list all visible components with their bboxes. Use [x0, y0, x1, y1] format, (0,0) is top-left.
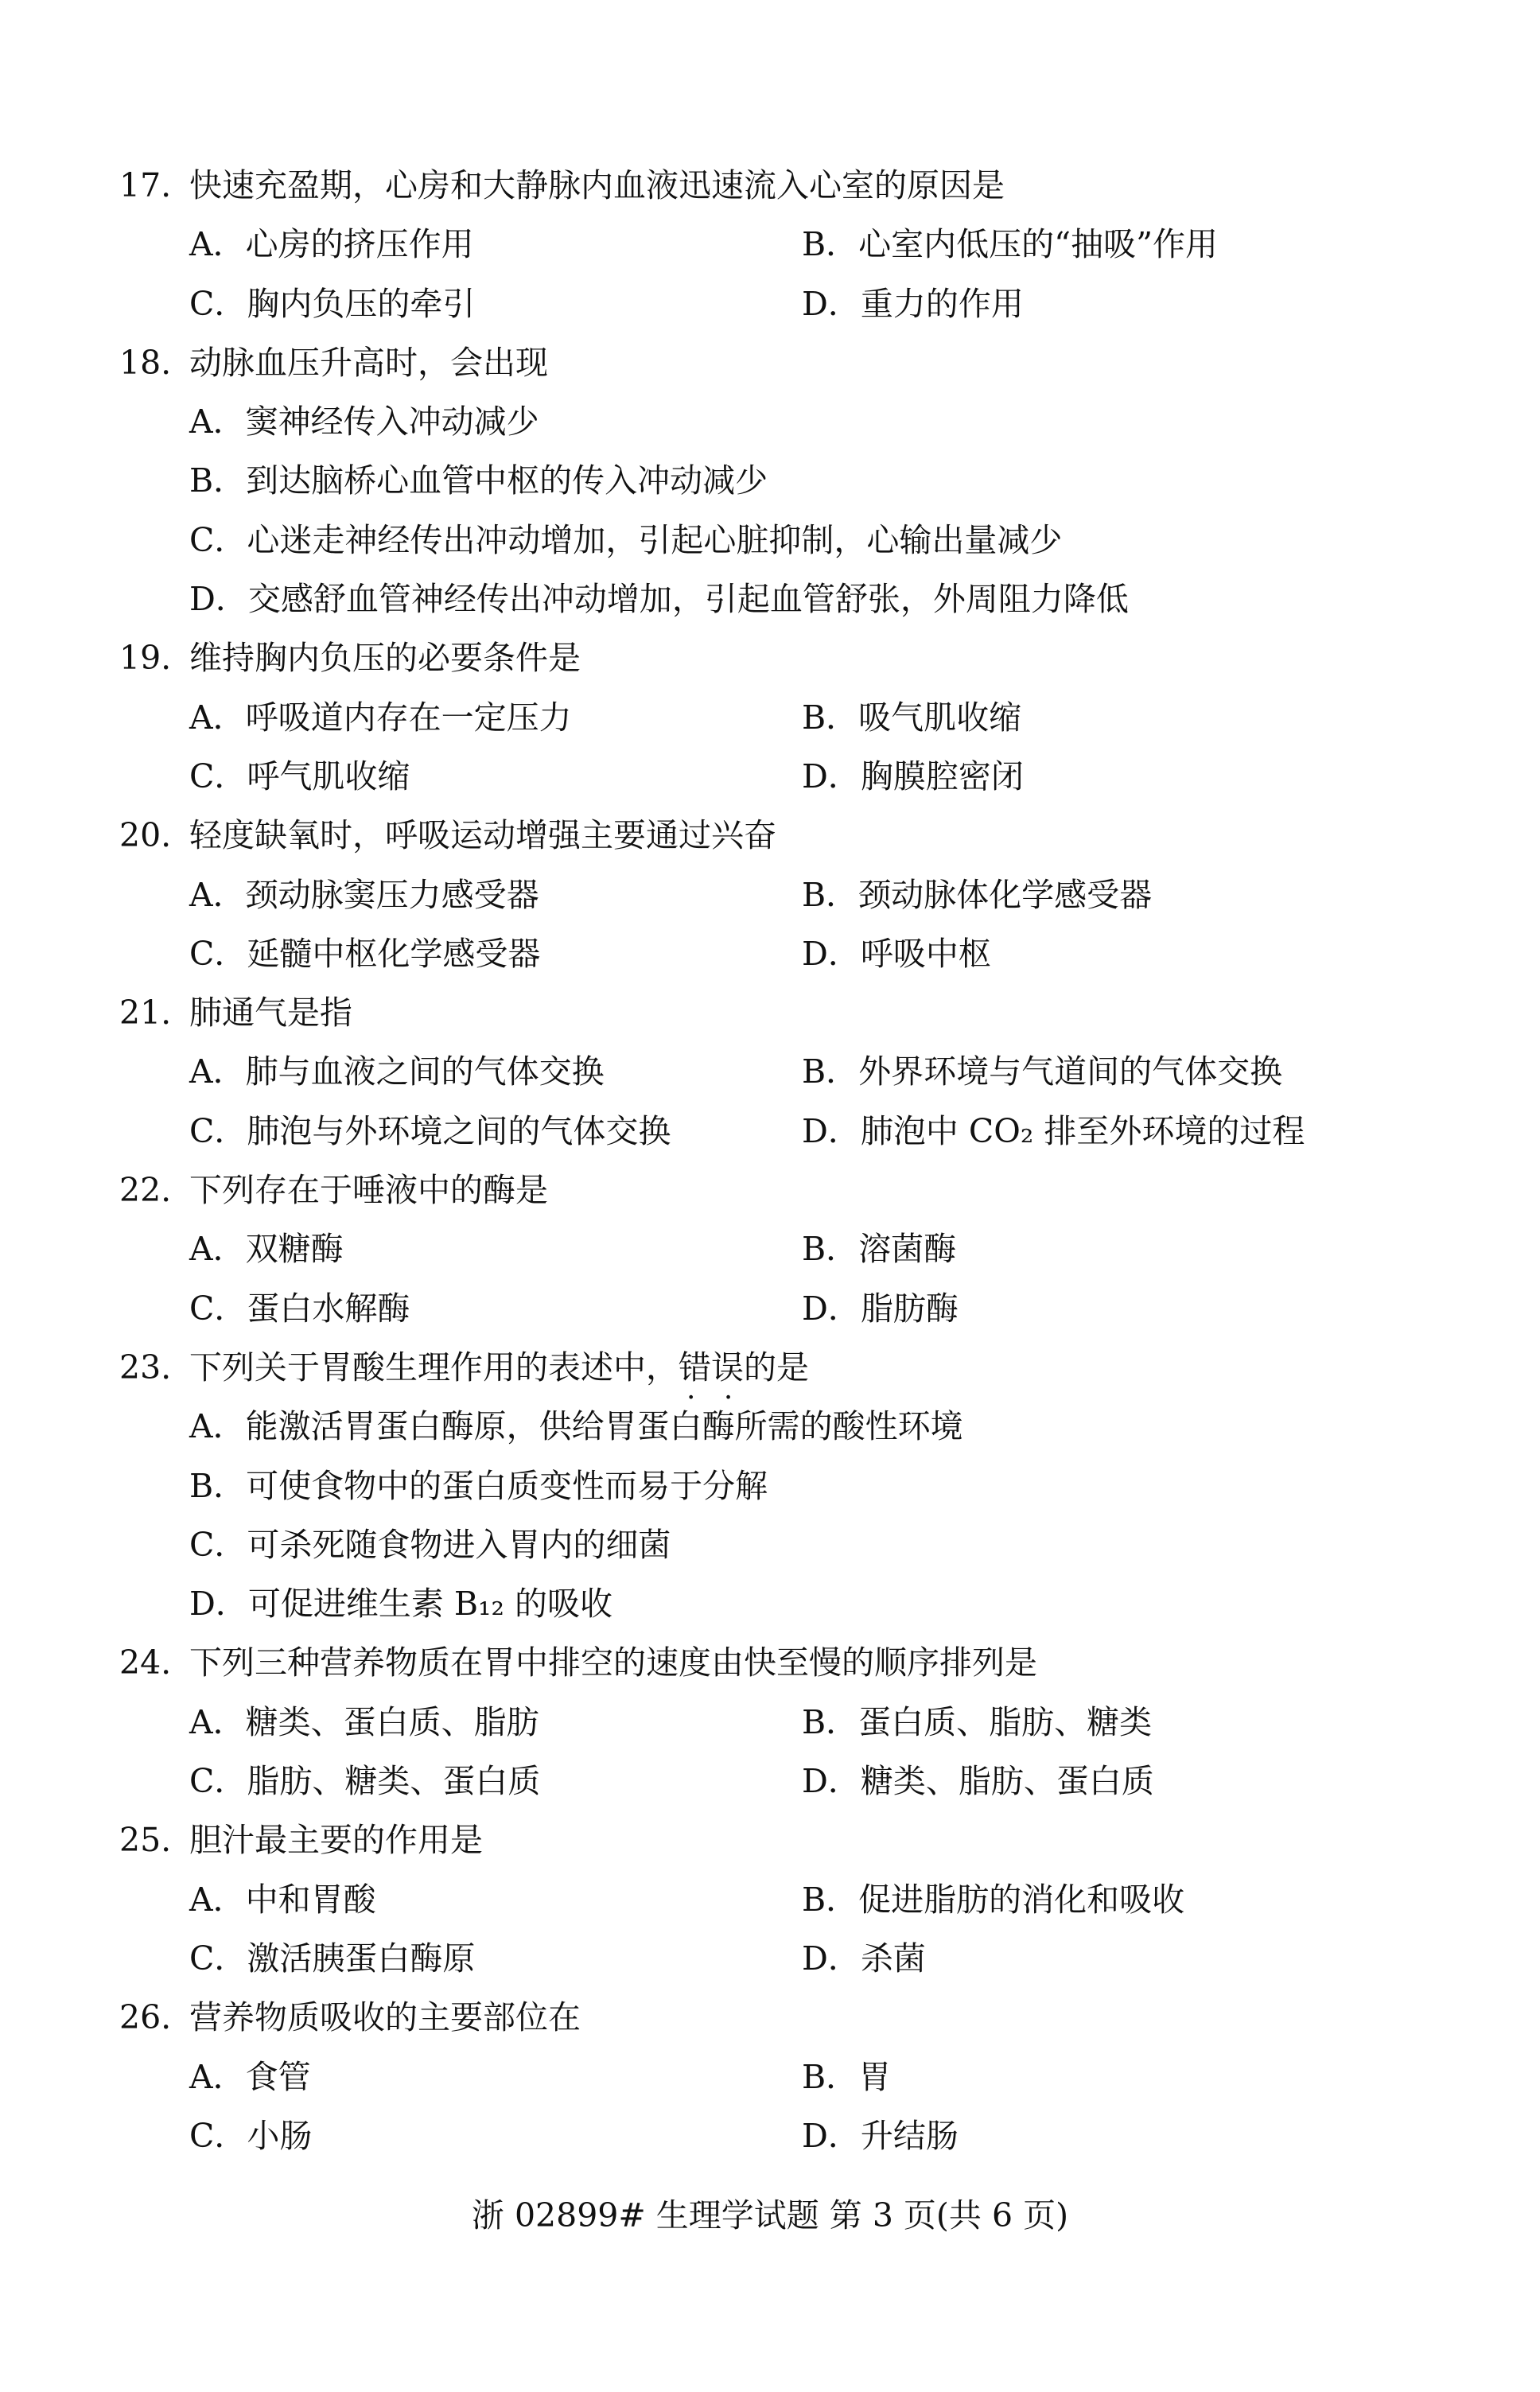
option-row — [119, 924, 1472, 983]
option-row — [119, 1279, 1472, 1338]
option-row — [119, 1042, 1472, 1101]
option-B: B．促进脂肪的消化和吸收 — [802, 1880, 1185, 1919]
option-C: C．呼气肌收缩 — [189, 756, 410, 795]
question-26 — [119, 1988, 1472, 2165]
question-text: 维持胸内负压的必要条件是 — [189, 639, 581, 678]
question-number: 22. — [119, 1171, 172, 1210]
option-row — [119, 865, 1472, 924]
option-row — [119, 2106, 1472, 2165]
option-B: B．吸气肌收缩 — [802, 698, 1022, 737]
question-17 — [119, 156, 1472, 333]
question-number: 26. — [119, 1998, 172, 2037]
option-C: C．可杀死随食物进入胃内的细菌 — [189, 1525, 671, 1564]
option-D: D．胸膜腔密闭 — [802, 756, 1024, 795]
question-number: 20. — [119, 816, 172, 855]
question-19 — [119, 628, 1472, 806]
question-stem — [119, 806, 1472, 865]
question-stem — [119, 1633, 1472, 1692]
question-text: 动脉血压升高时，会出现 — [189, 343, 548, 382]
option-D: D．脂肪酶 — [802, 1289, 959, 1328]
question-stem — [119, 333, 1472, 392]
question-number: 18. — [119, 343, 172, 382]
page-footer: 浙 02899# 生理学试题 第 3 页(共 6 页) — [471, 2196, 1069, 2234]
option-C: C．心迷走神经传出冲动增加，引起心脏抑制，心输出量减少 — [189, 520, 1063, 559]
option-row — [119, 2048, 1472, 2106]
question-stem — [119, 1161, 1472, 1219]
question-text: 下列三种营养物质在胃中排空的速度由快至慢的顺序排列是 — [189, 1643, 1037, 1682]
option-C: C．蛋白水解酶 — [189, 1289, 410, 1328]
option-B: B．到达脑桥心血管中枢的传入冲动减少 — [189, 461, 768, 500]
question-text: 肺通气是指 — [189, 994, 352, 1033]
question-18 — [119, 333, 1472, 628]
question-text: 胆汁最主要的作用是 — [189, 1821, 483, 1860]
emphasized-word: 错误 · · — [679, 1348, 744, 1387]
option-A: A．呼吸道内存在一定压力 — [189, 698, 572, 737]
question-24 — [119, 1633, 1472, 1811]
question-number: 23. — [119, 1348, 172, 1387]
question-number: 25. — [119, 1821, 172, 1860]
question-text: 快速充盈期，心房和大静脉内血液迅速流入心室的原因是 — [189, 166, 1005, 204]
option-A: A．窦神经传入冲动减少 — [189, 403, 539, 441]
option-row — [119, 1929, 1472, 1988]
option-B: B．溶菌酶 — [802, 1230, 957, 1269]
option-C: C．小肠 — [189, 2116, 313, 2155]
question-25 — [119, 1811, 1472, 1988]
option-B: B．胃 — [802, 2057, 892, 2096]
option-A: A．食管 — [189, 2057, 311, 2096]
option-row — [119, 215, 1472, 274]
option-A: A．颈动脉窦压力感受器 — [189, 875, 539, 914]
option-D: D．肺泡中 CO₂ 排至外环境的过程 — [802, 1111, 1305, 1150]
option-B: B．心室内低压的“抽吸”作用 — [802, 225, 1219, 264]
question-text: 轻度缺氧时，呼吸运动增强主要通过兴奋 — [189, 816, 776, 855]
option-A: A．能激活胃蛋白酶原，供给胃蛋白酶所需的酸性环境 — [189, 1407, 963, 1446]
option-D: D．杀菌 — [802, 1939, 926, 1978]
option-D: D．呼吸中枢 — [802, 934, 991, 973]
option-C: C．肺泡与外环境之间的气体交换 — [189, 1111, 671, 1150]
option-row — [119, 274, 1472, 333]
option-row — [119, 1752, 1472, 1811]
option-A: A．中和胃酸 — [189, 1880, 376, 1919]
option-D: D．交感舒血管神经传出冲动增加，引起血管舒张，外周阻力降低 — [189, 580, 1129, 619]
option-A: A．糖类、蛋白质、脂肪 — [189, 1702, 539, 1741]
option-A: A．双糖酶 — [189, 1230, 344, 1269]
option-row — [119, 688, 1472, 747]
option-C: C．胸内负压的牵引 — [189, 284, 476, 323]
option-A: A．肺与血液之间的气体交换 — [189, 1052, 605, 1091]
question-list — [119, 156, 1472, 2165]
question-text: 下列关于胃酸生理作用的表述中，错误 · ·的是 — [189, 1348, 809, 1387]
question-number: 17. — [119, 166, 172, 204]
option-C: C．延髓中枢化学感受器 — [189, 934, 541, 973]
question-text: 下列存在于唾液中的酶是 — [189, 1171, 548, 1210]
question-stem — [119, 156, 1472, 215]
option-D: D．重力的作用 — [802, 284, 1024, 323]
question-stem — [119, 983, 1472, 1042]
option-row — [119, 1870, 1472, 1929]
question-text: 营养物质吸收的主要部位在 — [189, 1998, 581, 2037]
question-stem — [119, 1811, 1472, 1869]
option-B: B．可使食物中的蛋白质变性而易于分解 — [189, 1466, 768, 1505]
option-B: B．蛋白质、脂肪、糖类 — [802, 1702, 1153, 1741]
option-A: A．心房的挤压作用 — [189, 225, 474, 264]
question-stem — [119, 1988, 1472, 2047]
option-row — [119, 1102, 1472, 1161]
question-stem — [119, 1338, 1472, 1397]
option-C: C．激活胰蛋白酶原 — [189, 1939, 476, 1978]
option-D: D．可促进维生素 B₁₂ 的吸收 — [189, 1585, 612, 1624]
question-20 — [119, 806, 1472, 983]
question-22 — [119, 1161, 1472, 1338]
option-B: B．外界环境与气道间的气体交换 — [802, 1052, 1283, 1091]
question-number: 21. — [119, 994, 172, 1033]
option-B: B．颈动脉体化学感受器 — [802, 875, 1153, 914]
option-row — [119, 747, 1472, 806]
question-stem — [119, 628, 1472, 687]
option-row — [119, 1693, 1472, 1752]
question-21 — [119, 983, 1472, 1161]
option-row — [119, 1219, 1472, 1278]
question-23 — [119, 1338, 1472, 1633]
question-number: 24. — [119, 1643, 172, 1682]
question-number: 19. — [119, 639, 172, 678]
option-D: D．糖类、脂肪、蛋白质 — [802, 1762, 1154, 1801]
option-D: D．升结肠 — [802, 2116, 959, 2155]
option-C: C．脂肪、糖类、蛋白质 — [189, 1762, 541, 1801]
